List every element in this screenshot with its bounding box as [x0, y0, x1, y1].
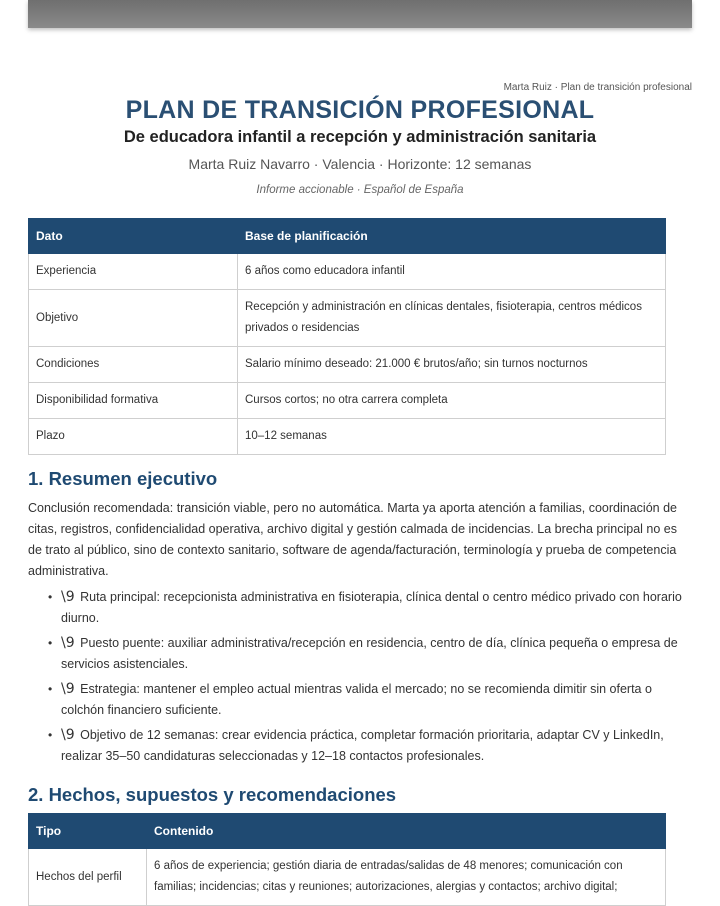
row-label: Objetivo	[29, 290, 238, 347]
browser-chrome-bar	[28, 0, 692, 28]
row-value: 6 años de experiencia; gestión diaria de entradas/salidas de 48 menores; comunicación con familias; incidencias; citas y reuniones; autorizaciones, alergias y contactos; archivo digital;	[147, 849, 666, 906]
bullet-text: Estrategia: mantener el empleo actual mientras valida el mercado; no se recomienda dimitir sin oferta o colchón financiero suficiente.	[61, 682, 652, 717]
row-value: Salario mínimo deseado: 21.000 € brutos/año; sin turnos nocturnos	[238, 347, 666, 383]
column-header: Base de planificación	[238, 219, 666, 254]
document-note: Informe accionable · Español de España	[256, 184, 464, 196]
row-label: Condiciones	[29, 347, 238, 383]
summary-paragraph: Conclusión recomendada: transición viable, pero no automática. Marta ya aporta atención a familias, coordinación de citas, registros, confidencialidad operativa, archivo digital y gestión calmada de incidencias. La brecha principal no es de trato al público, sino de contexto sanitario, software de agenda/facturación, terminología y prueba de competencia administrativa.	[28, 501, 677, 578]
document-meta: Marta Ruiz Navarro · Valencia · Horizonte: 12 semanas	[188, 156, 532, 172]
list-item	[28, 679, 692, 721]
row-label: Plazo	[29, 419, 238, 455]
section-heading-hechos: 2. Hechos, supuestos y recomendaciones	[28, 784, 397, 805]
section-heading-resumen: 1. Resumen ejecutivo	[28, 468, 218, 489]
row-value: Cursos cortos; no otra carrera completa	[238, 383, 666, 419]
bullet-marker: \9	[61, 635, 75, 651]
table-row	[29, 419, 666, 455]
row-label: Experiencia	[29, 254, 238, 290]
planning-base-table	[28, 218, 666, 455]
row-label: Disponibilidad formativa	[29, 383, 238, 419]
bullet-icon: •	[48, 636, 53, 650]
row-label: Hechos del perfil	[29, 849, 147, 906]
bullet-marker: \9	[61, 681, 75, 697]
column-header: Contenido	[147, 814, 666, 849]
table-row	[29, 347, 666, 383]
document-title: PLAN DE TRANSICIÓN PROFESIONAL	[125, 96, 595, 124]
list-item	[28, 725, 692, 767]
column-header: Dato	[29, 219, 238, 254]
table-header-row	[29, 814, 666, 849]
bullet-marker: \9	[61, 727, 75, 743]
list-item	[28, 587, 692, 629]
table-row	[29, 849, 666, 906]
bullet-icon: •	[48, 682, 53, 696]
bullet-icon: •	[48, 728, 53, 742]
bullet-text: Puesto puente: auxiliar administrativa/recepción en residencia, centro de día, clínica pequeña o empresa de servicios asistenciales.	[61, 636, 678, 671]
table-row	[29, 383, 666, 419]
document-subtitle: De educadora infantil a recepción y administración sanitaria	[123, 128, 597, 146]
row-value: 10–12 semanas	[238, 419, 666, 455]
row-value: 6 años como educadora infantil	[238, 254, 666, 290]
table-row	[29, 290, 666, 347]
list-item	[28, 633, 692, 675]
table-header-row	[29, 219, 666, 254]
row-value: Recepción y administración en clínicas dentales, fisioterapia, centros médicos privados o residencias	[238, 290, 666, 347]
summary-bullet-list	[28, 587, 692, 771]
facts-table	[28, 813, 666, 906]
bullet-marker: \9	[61, 589, 75, 605]
running-header: Marta Ruiz · Plan de transición profesional	[503, 82, 692, 93]
table-row	[29, 254, 666, 290]
bullet-text: Ruta principal: recepcionista administrativa en fisioterapia, clínica dental o centro médico privado con horario diurno.	[61, 590, 682, 625]
column-header: Tipo	[29, 814, 147, 849]
bullet-text: Objetivo de 12 semanas: crear evidencia práctica, completar formación prioritaria, adaptar CV y LinkedIn, realizar 35–50 candidaturas seleccionadas y 12–18 contactos profesionales.	[61, 728, 664, 763]
bullet-icon: •	[48, 590, 53, 604]
